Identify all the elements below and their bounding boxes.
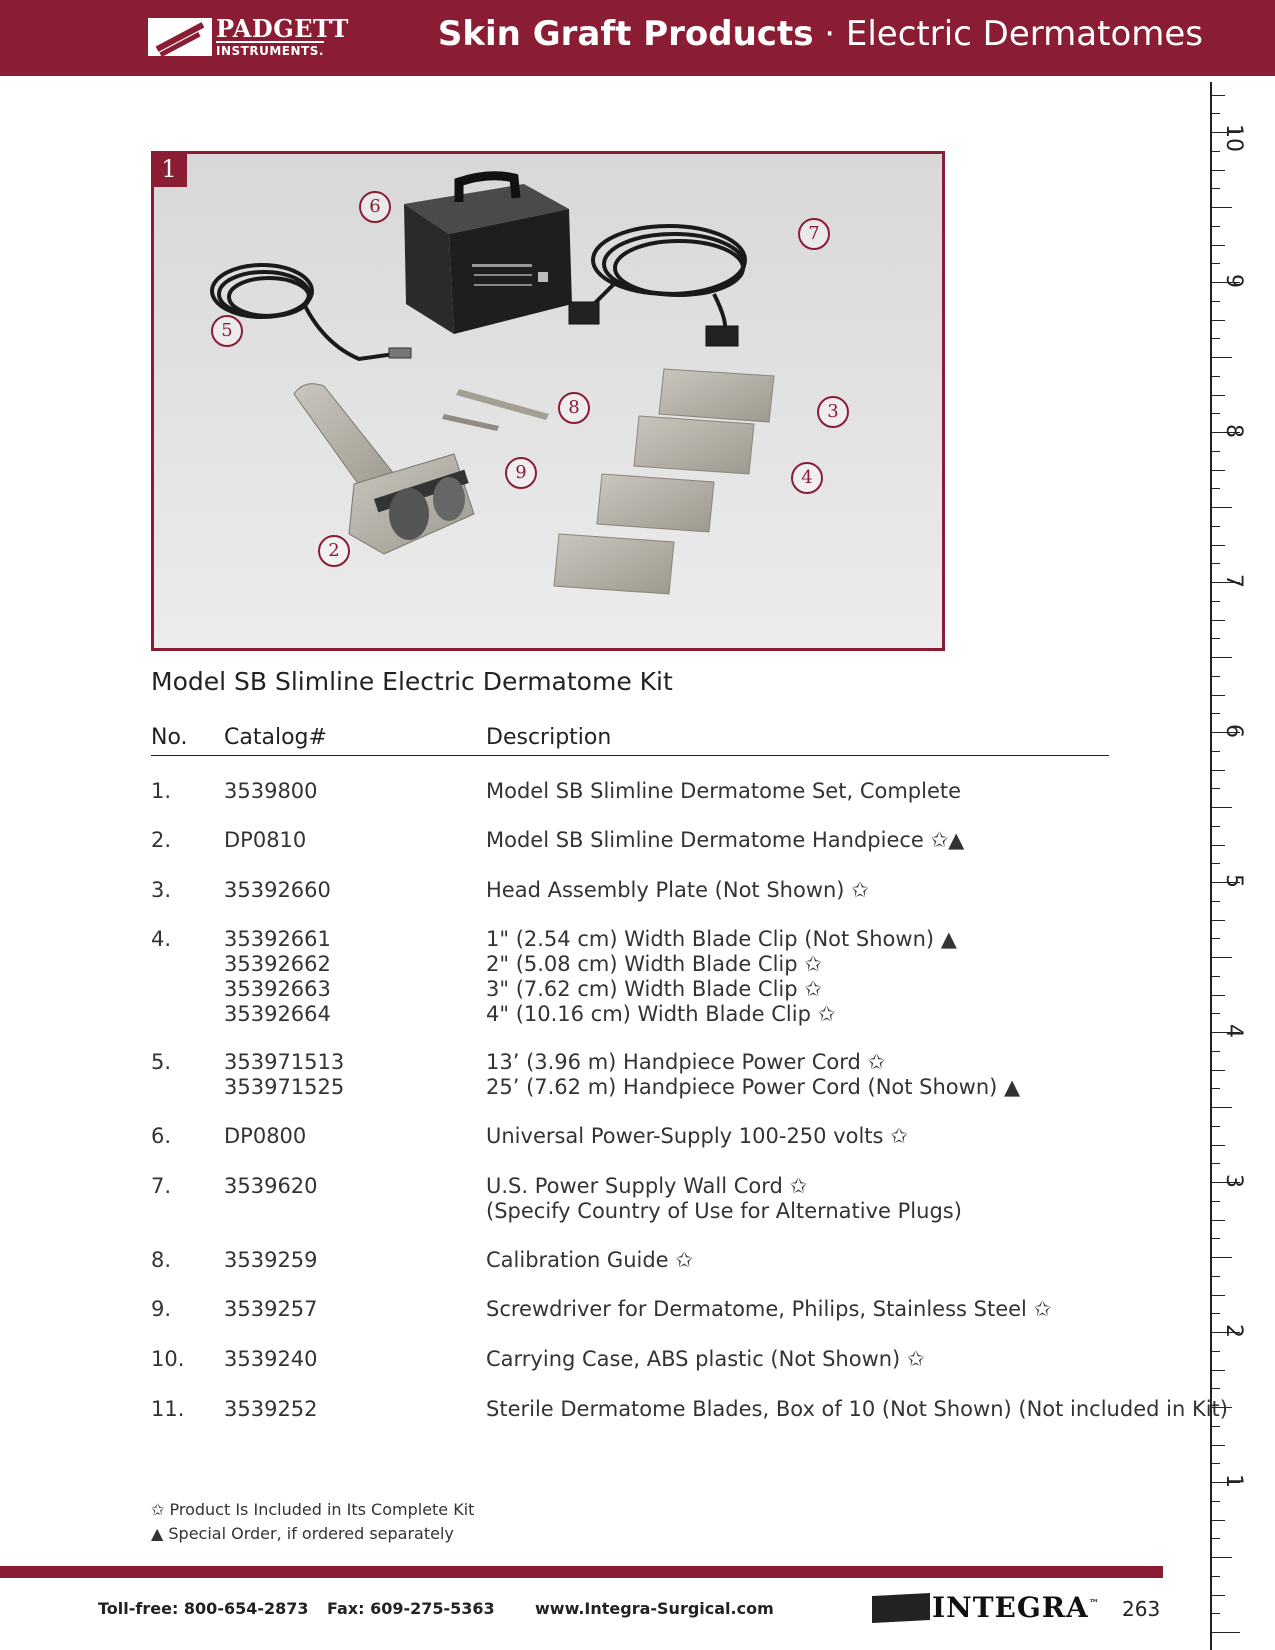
ruler-tick [1210, 1126, 1220, 1127]
header-title-light: Electric Dermatomes [845, 14, 1203, 54]
footer-bar [0, 1566, 1163, 1578]
catalog-number: 3539240 [224, 1347, 318, 1371]
integra-logo [872, 1591, 1100, 1625]
description-text: 25’ (7.62 m) Handpiece Power Cord (Not Shown) ▲ [486, 1075, 1021, 1099]
ruler-tick [1210, 1088, 1220, 1089]
ruler-tick [1210, 957, 1232, 958]
ruler-tick [1210, 245, 1225, 246]
header-title [438, 14, 1203, 54]
callout-8: 8 [558, 392, 590, 424]
catalog-number: 353971513 [224, 1050, 345, 1074]
ruler-number: 2 [1221, 1324, 1246, 1338]
callout-3: 3 [817, 396, 849, 428]
catalog-number: 35392662 [224, 952, 331, 976]
catalog-number: DP0810 [224, 828, 307, 852]
description-text: 4" (10.16 cm) Width Blade Clip ✩ [486, 1002, 836, 1026]
ruler-number: 3 [1221, 1174, 1246, 1188]
column-header-description: Description [486, 725, 612, 750]
description-text: U.S. Power Supply Wall Cord ✩ [486, 1174, 808, 1198]
catalog-cell [224, 1174, 318, 1199]
logo-line-2: INSTRUMENTS. [216, 41, 324, 58]
ruler-tick [1210, 320, 1225, 321]
ruler-tick [1210, 1557, 1232, 1558]
callout-4: 4 [791, 462, 823, 494]
catalog-number: 353971525 [224, 1075, 345, 1099]
callout-7: 7 [798, 218, 830, 250]
ruler-tick [1210, 1276, 1220, 1277]
ruler-tick [1210, 845, 1225, 846]
ruler-tick [1210, 263, 1220, 264]
row-number: 1. [151, 779, 172, 803]
ruler-tick [1210, 751, 1220, 752]
header-title-separator: · [813, 14, 846, 54]
catalog-number: 3539620 [224, 1174, 318, 1198]
description-cell [486, 1347, 925, 1372]
column-header-catalog: Catalog# [224, 725, 327, 750]
ruler-tick [1210, 657, 1232, 658]
ruler-tick [1210, 1201, 1220, 1202]
ruler-tick [1210, 113, 1220, 114]
ruler-tick [1210, 376, 1220, 377]
ruler-tick [1210, 770, 1225, 771]
catalog-cell [224, 1248, 318, 1273]
description-cell [486, 1124, 908, 1149]
ruler-tick [1210, 1595, 1225, 1596]
ruler-tick [1210, 1351, 1220, 1352]
ruler-tick [1210, 207, 1232, 208]
ruler-tick [1210, 1107, 1232, 1108]
page-number: 263 [1122, 1597, 1161, 1621]
legend-included: ✩ Product Is Included in Its Complete Kit [151, 1500, 475, 1519]
catalog-cell [224, 1050, 344, 1100]
description-cell [486, 828, 964, 853]
ruler-tick [1210, 1220, 1225, 1221]
logo-line-1: PADGETT [216, 14, 349, 43]
ruler-tick [1210, 526, 1220, 527]
ruler-tick [1210, 1388, 1220, 1389]
ruler-number: 6 [1221, 724, 1246, 738]
catalog-number: DP0800 [224, 1124, 307, 1148]
column-header-no: No. [151, 725, 188, 750]
ruler-tick [1210, 1576, 1220, 1577]
catalog-number: 3539259 [224, 1248, 318, 1272]
row-number: 9. [151, 1297, 172, 1321]
figure-number: 1 [151, 151, 187, 187]
kit-title: Model SB Slimline Electric Dermatome Kit [151, 667, 673, 696]
row-number: 8. [151, 1248, 172, 1272]
ruler-number: 10 [1221, 124, 1246, 152]
row-number: 7. [151, 1174, 172, 1198]
ruler-tick [1210, 1520, 1225, 1521]
ruler-tick [1210, 1295, 1225, 1296]
catalog-number: 35392664 [224, 1002, 331, 1026]
row-number: 3. [151, 878, 172, 902]
description-text: 2" (5.08 cm) Width Blade Clip ✩ [486, 952, 822, 976]
ruler-tick [1210, 638, 1220, 639]
ruler-tick [1210, 1145, 1225, 1146]
ruler-tick [1210, 545, 1225, 546]
ruler-tick [1210, 413, 1220, 414]
ruler-number: 7 [1221, 574, 1246, 588]
catalog-cell [224, 828, 306, 853]
ruler-tick [1210, 620, 1225, 621]
ruler-tick [1210, 1463, 1220, 1464]
integra-wordmark [932, 1591, 1100, 1624]
ruler-tick [1210, 601, 1220, 602]
ruler-tick [1210, 1426, 1220, 1427]
ruler-tick [1210, 976, 1220, 977]
ruler-tick [1210, 170, 1225, 171]
catalog-number: 3539252 [224, 1397, 318, 1421]
ruler-tick [1210, 676, 1220, 677]
ruler-tick [1210, 507, 1232, 508]
ruler-tick [1210, 1445, 1225, 1446]
ruler-tick [1210, 226, 1220, 227]
callout-2: 2 [318, 535, 350, 567]
row-number: 4. [151, 927, 172, 951]
ruler-tick [1210, 1257, 1232, 1258]
ruler-tick [1210, 695, 1225, 696]
ruler-tick [1210, 1051, 1220, 1052]
legend-special-order: ▲ Special Order, if ordered separately [151, 1524, 454, 1543]
page-header [0, 0, 1275, 76]
description-text: Model SB Slimline Dermatome Handpiece ✩▲ [486, 828, 965, 852]
description-cell [486, 779, 961, 804]
ruler-tick [1210, 1013, 1220, 1014]
description-text: 13’ (3.96 m) Handpiece Power Cord ✩ [486, 1050, 886, 1074]
ruler-tick [1210, 863, 1220, 864]
padgett-logo-mark-icon [148, 18, 212, 56]
description-text: Model SB Slimline Dermatome Set, Complete [486, 779, 962, 803]
description-cell [486, 878, 869, 903]
catalog-number: 35392663 [224, 977, 331, 1001]
description-text: (Specify Country of Use for Alternative Plugs) [486, 1199, 962, 1223]
ruler-number: 1 [1221, 1474, 1246, 1488]
catalog-cell [224, 779, 318, 804]
ruler-tick [1210, 470, 1225, 471]
ruler-tick [1210, 938, 1220, 939]
description-cell [486, 1397, 1228, 1422]
ruler-tick [1210, 1501, 1220, 1502]
row-number: 5. [151, 1050, 172, 1074]
ruler-tick [1210, 1238, 1220, 1239]
ruler-tick [1210, 488, 1220, 489]
row-number: 2. [151, 828, 172, 852]
description-text: Carrying Case, ABS plastic (Not Shown) ✩ [486, 1347, 925, 1371]
ruler-tick [1210, 338, 1220, 339]
ruler-tick [1210, 563, 1220, 564]
description-text: Screwdriver for Dermatome, Philips, Stainless Steel ✩ [486, 1297, 1052, 1321]
catalog-cell [224, 1347, 318, 1372]
row-number: 11. [151, 1397, 185, 1421]
integra-brand: INTEGRA [932, 1591, 1089, 1624]
ruler-tick [1210, 357, 1232, 358]
padgett-logo [148, 14, 378, 60]
ruler-tick [1210, 1632, 1240, 1633]
footer-website[interactable]: www.Integra-Surgical.com [535, 1599, 774, 1618]
callout-5: 5 [211, 315, 243, 347]
description-cell [486, 1248, 693, 1273]
ruler-tick [1210, 1313, 1220, 1314]
ruler-tick [1210, 920, 1225, 921]
ruler-tick [1210, 151, 1220, 152]
ruler-tick [1210, 826, 1220, 827]
ruler-tick [1210, 788, 1220, 789]
catalog-number: 3539257 [224, 1297, 318, 1321]
description-text: Head Assembly Plate (Not Shown) ✩ [486, 878, 869, 902]
ruler-tick [1210, 713, 1220, 714]
ruler-tick [1210, 395, 1225, 396]
description-text: 3" (7.62 cm) Width Blade Clip ✩ [486, 977, 822, 1001]
row-number: 10. [151, 1347, 185, 1371]
row-number: 6. [151, 1124, 172, 1148]
description-cell [486, 1174, 962, 1224]
catalog-cell [224, 927, 331, 1027]
description-cell [486, 1050, 1020, 1100]
ruler-tick [1210, 95, 1225, 96]
header-rule [151, 755, 1109, 756]
description-cell [486, 927, 957, 1027]
ruler-number: 5 [1221, 874, 1246, 888]
ruler-tick [1210, 1163, 1220, 1164]
description-text: Sterile Dermatome Blades, Box of 10 (Not Shown) (Not included in Kit) [486, 1397, 1228, 1421]
ruler-tick [1210, 807, 1232, 808]
catalog-number: 3539800 [224, 779, 318, 803]
ruler-tick [1210, 995, 1225, 996]
ruler-tick [1210, 901, 1220, 902]
header-title-bold: Skin Graft Products [437, 14, 814, 54]
ruler-tick [1210, 1538, 1220, 1539]
ruler-tick [1210, 1370, 1225, 1371]
catalog-number: 35392660 [224, 878, 331, 902]
ruler-tick [1210, 1070, 1225, 1071]
ruler-tick [1210, 451, 1220, 452]
footer-tollfree: Toll-free: 800-654-2873 [98, 1599, 309, 1618]
description-cell [486, 1297, 1051, 1322]
description-text: Calibration Guide ✩ [486, 1248, 693, 1272]
ruler-number: 8 [1221, 424, 1246, 438]
catalog-cell [224, 1124, 306, 1149]
catalog-cell [224, 1297, 318, 1322]
ruler-number: 4 [1221, 1024, 1246, 1038]
catalog-cell [224, 878, 331, 903]
description-text: Universal Power-Supply 100-250 volts ✩ [486, 1124, 908, 1148]
footer-fax: Fax: 609-275-5363 [327, 1599, 495, 1618]
ruler-tick [1210, 1613, 1220, 1614]
catalog-number: 35392661 [224, 927, 331, 951]
ruler-tick [1210, 188, 1220, 189]
callout-6: 6 [359, 191, 391, 223]
ruler-number: 9 [1221, 274, 1246, 288]
catalog-cell [224, 1397, 318, 1422]
integra-tm: ™ [1088, 1598, 1100, 1610]
callout-9: 9 [505, 457, 537, 489]
integra-flag-icon [872, 1593, 930, 1623]
ruler-tick [1210, 301, 1220, 302]
description-text: 1" (2.54 cm) Width Blade Clip (Not Shown) ▲ [486, 927, 957, 951]
